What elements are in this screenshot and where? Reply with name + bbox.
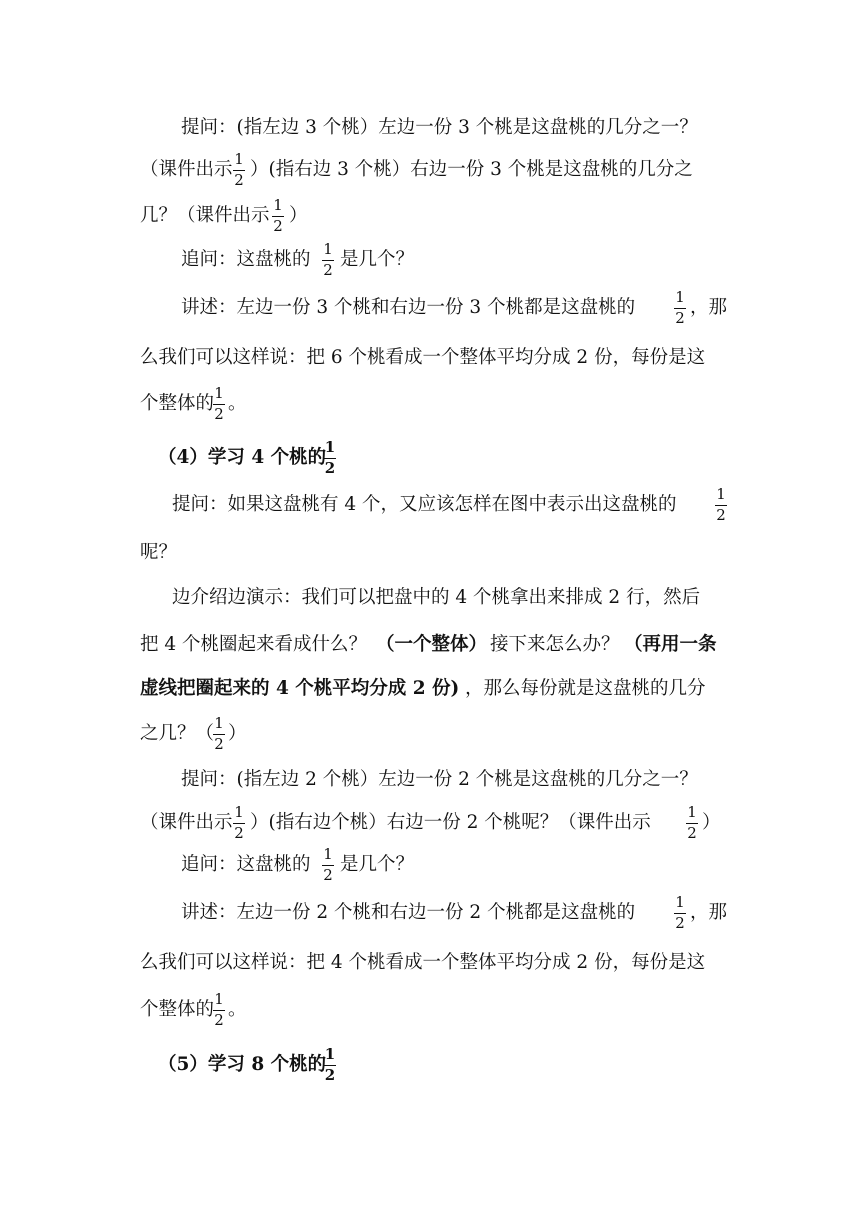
fraction-one-half: 1 2 [675,893,685,932]
fraction-one-half: 1 2 [324,438,336,477]
fraction-one-half: 1 2 [234,803,244,842]
text: 。 [228,999,247,1020]
text: 提问：(指左边 3 个桃）左边一份 3 个桃是这盘桃的几分之一？ [181,117,698,138]
fraction-one-half: 1 2 [323,240,333,279]
text: ）(指右边 3 个桃）右边一份 3 个桃是这盘桃的几分之 [250,159,693,180]
answer-text: 虚线把圈起来的 4 个桃平均分成 2 份) [140,678,460,699]
text: ，那 [690,297,728,318]
paragraph-line [0,485,860,525]
text: 讲述：左边一份 2 个桃和右边一份 2 个桃都是这盘桃的 [181,902,636,923]
text: 讲述：左边一份 3 个桃和右边一份 3 个桃都是这盘桃的 [181,297,636,318]
paragraph-line [0,533,860,573]
text: （课件出示 [140,812,233,833]
fraction-one-half: 1 2 [273,196,283,235]
section-heading-5 [0,1045,860,1085]
fraction-one-half: 1 2 [214,714,224,753]
paragraph-line [0,108,860,148]
section-heading-4 [0,438,860,478]
text: 是几个？ [340,249,415,270]
paragraph-line [0,893,860,933]
paragraph-line [0,943,860,983]
paragraph-line [0,625,860,665]
text: 是几个？ [340,854,415,875]
text: 呢？ [140,542,178,563]
paragraph-line [0,150,860,190]
paragraph-line [0,196,860,236]
fraction-one-half: 1 2 [214,384,224,423]
text: ） [289,205,308,226]
fraction-one-half: 1 2 [324,1045,336,1084]
text: （课件出示 [140,159,233,180]
paragraph-line [0,384,860,424]
paragraph-line [0,845,860,885]
heading-text: （5）学习 8 个桃的 [158,1054,327,1075]
text: 几？（课件出示 [140,205,270,226]
fraction-one-half: 1 2 [214,990,224,1029]
text: 个整体的 [140,393,215,414]
paragraph-line [0,288,860,328]
text: ，那么每份就是这盘桃的几分 [465,678,706,699]
heading-text: （4）学习 4 个桃的 [158,447,327,468]
paragraph-line [0,803,860,843]
paragraph-line [0,578,860,618]
text: 么我们可以这样说：把 6 个桃看成一个整体平均分成 2 份，每份是这 [140,347,706,368]
answer-text: （一个整体） [376,634,488,655]
fraction-one-half: 1 2 [234,150,244,189]
text: 接下来怎么办？ [490,634,620,655]
text: ） [702,812,721,833]
text: 之几？（ [140,723,215,744]
text: 提问：如果这盘桃有 4 个，又应该怎样在图中表示出这盘桃的 [172,494,677,515]
paragraph-line [0,990,860,1030]
text: 把 4 个桃圈起来看成什么？ [140,634,368,655]
paragraph-line [0,760,860,800]
fraction-one-half: 1 2 [675,288,685,327]
paragraph-line [0,338,860,378]
paragraph-line [0,714,860,754]
paragraph-line [0,669,860,709]
answer-text: （再用一条 [624,634,717,655]
text: 么我们可以这样说：把 4 个桃看成一个整体平均分成 2 份，每份是这 [140,952,706,973]
fraction-one-half: 1 2 [323,845,333,884]
text: 追问：这盘桃的 [181,854,311,875]
text: 提问：(指左边 2 个桃）左边一份 2 个桃是这盘桃的几分之一？ [181,769,698,790]
fraction-one-half: 1 2 [687,803,697,842]
text: 追问：这盘桃的 [181,249,311,270]
text: 。 [228,393,247,414]
text: 个整体的 [140,999,215,1020]
text: ）(指右边个桃）右边一份 2 个桃呢？（课件出示 [250,812,651,833]
text: 边介绍边演示：我们可以把盘中的 4 个桃拿出来排成 2 行，然后 [172,587,701,608]
text: ，那 [690,902,728,923]
paragraph-line [0,240,860,280]
fraction-one-half: 1 2 [716,485,726,524]
text: ） [228,723,247,744]
